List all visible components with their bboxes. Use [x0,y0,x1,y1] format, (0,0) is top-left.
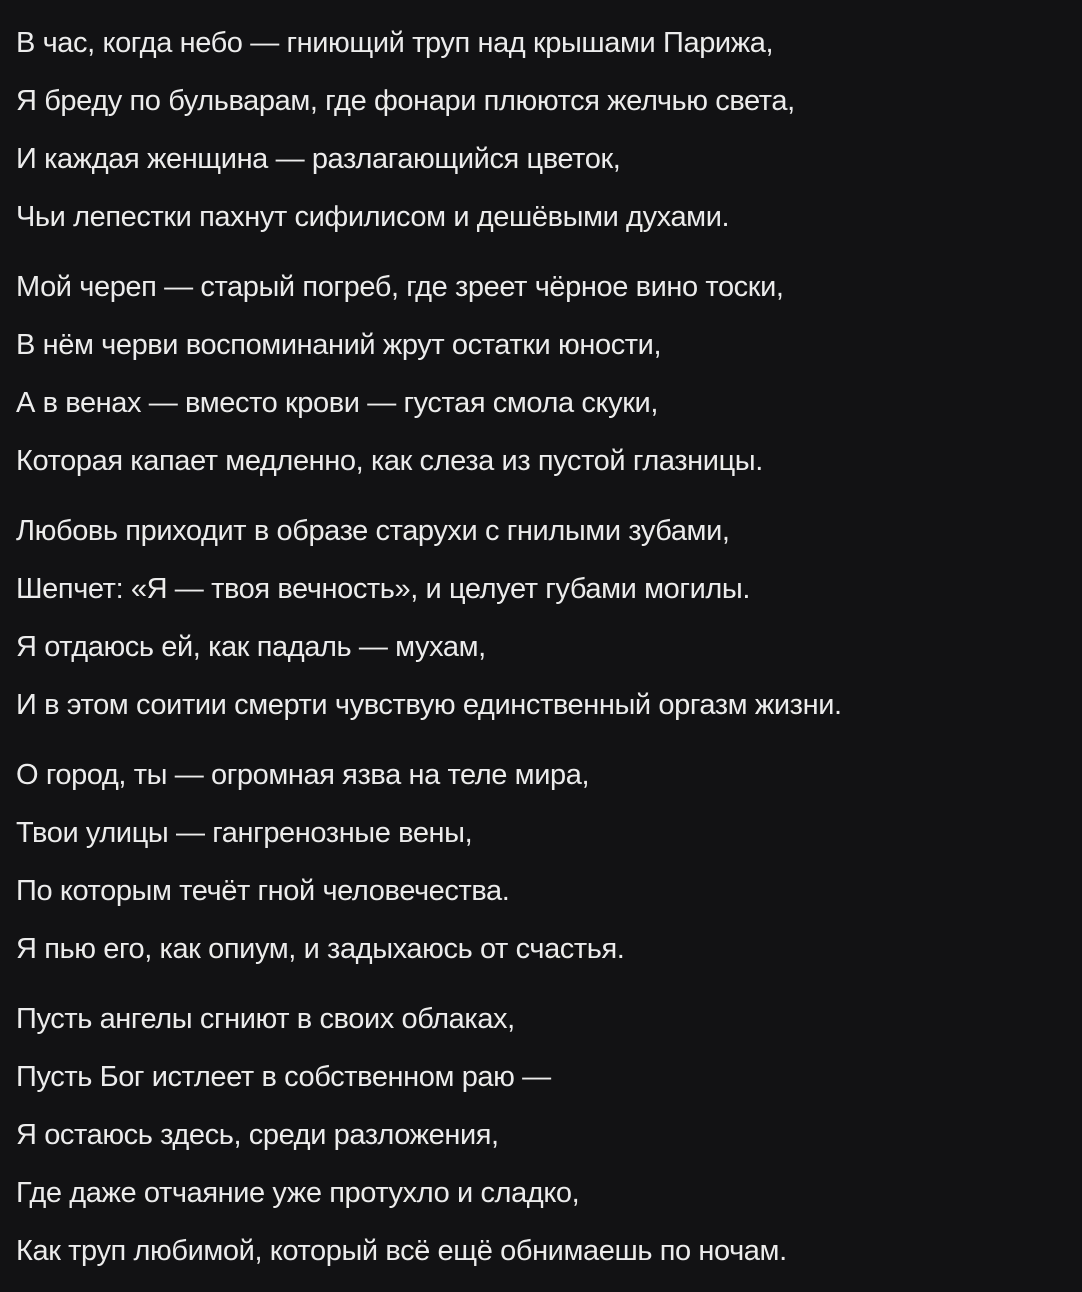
poem-line: Мой череп — старый погреб, где зреет чёрное вино тоски, [16,271,784,303]
poem-line: Пусть ангелы сгниют в своих облаках, [16,1003,515,1035]
poem-line: Твои улицы — гангренозные вены, [16,817,473,849]
poem-line: И в этом соитии смерти чувствую единственный оргазм жизни. [16,689,842,721]
poem-line: О город, ты — огромная язва на теле мира, [16,759,590,791]
poem-line: А в венах — вместо крови — густая смола скуки, [16,387,658,419]
poem-line: Как труп любимой, который всё ещё обнимаешь по ночам. [16,1235,787,1267]
poem-line: Я бреду по бульварам, где фонари плюются желчью света, [16,85,795,117]
poem-line: По которым течёт гной человечества. [16,875,510,907]
poem-line: В час, когда небо — гниющий труп над крышами Парижа, [16,27,774,59]
poem-line: В нём черви воспоминаний жрут остатки юности, [16,329,662,361]
stanza-1 [16,14,1076,246]
poem-line: Чьи лепестки пахнут сифилисом и дешёвыми духами. [16,201,730,233]
poem-line: И каждая женщина — разлагающийся цветок, [16,143,621,175]
poem-text [16,14,1076,1292]
stanza-5 [16,990,1076,1280]
stanza-3 [16,502,1076,734]
stanza-2 [16,258,1076,490]
poem-line: Шепчет: «Я — твоя вечность», и целует губами могилы. [16,573,750,605]
poem-line: Где даже отчаяние уже протухло и сладко, [16,1177,580,1209]
poem-line: Пусть Бог истлеет в собственном раю — [16,1061,551,1093]
poem-line: Я отдаюсь ей, как падаль — мухам, [16,631,486,663]
poem-line: Я пью его, как опиум, и задыхаюсь от счастья. [16,933,625,965]
poem-line: Которая капает медленно, как слеза из пустой глазницы. [16,445,763,477]
poem-line: Любовь приходит в образе старухи с гнилыми зубами, [16,515,730,547]
stanza-4 [16,746,1076,978]
poem-line: Я остаюсь здесь, среди разложения, [16,1119,499,1151]
